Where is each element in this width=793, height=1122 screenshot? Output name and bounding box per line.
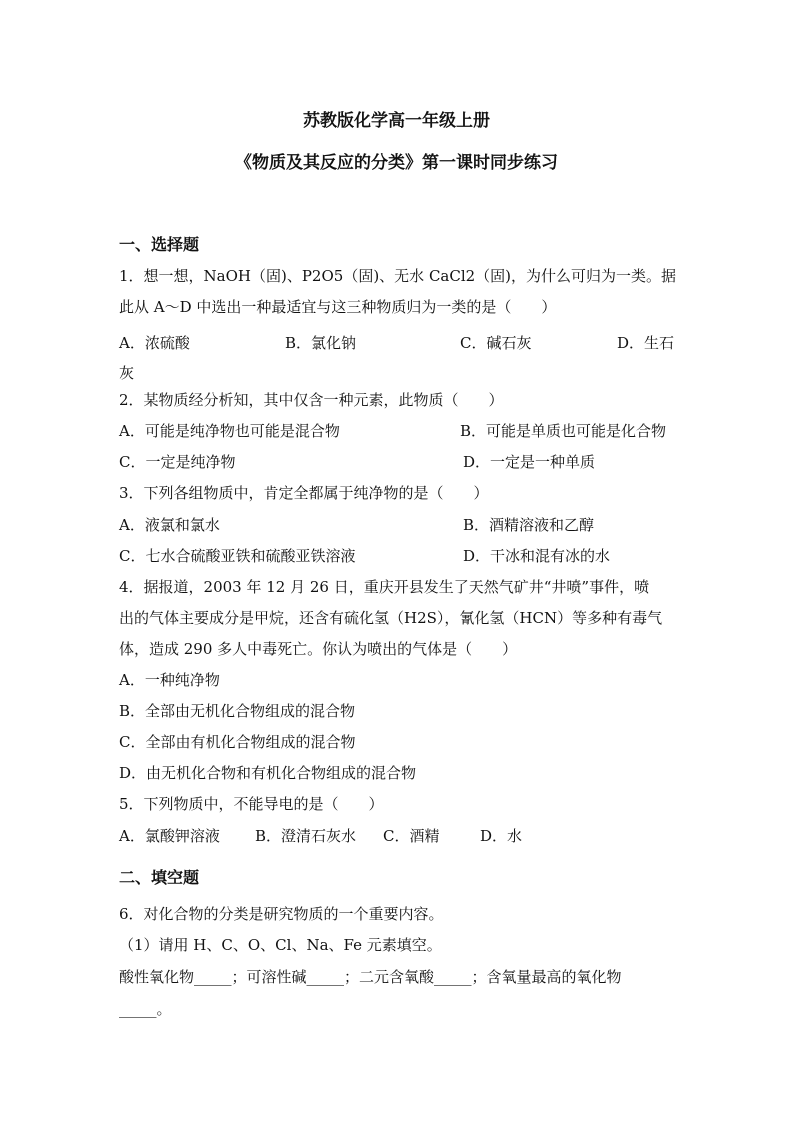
question-1-option-c: C．碱石灰 (460, 334, 532, 352)
question-4-option-a: A．一种纯净物 (119, 671, 220, 689)
question-6-part-1: （1）请用 H、C、O、Cl、Na、Fe 元素填空。 (119, 936, 442, 954)
question-4-option-c: C．全部由有机化合物组成的混合物 (119, 733, 356, 751)
document-title: 苏教版化学高一年级上册 (303, 111, 490, 131)
section-heading-choice: 一、选择题 (119, 235, 200, 254)
document-subtitle: 《物质及其反应的分类》第一课时同步练习 (235, 153, 558, 173)
question-1-option-a: A．浓硫酸 (119, 334, 190, 352)
question-4-stem-line1: 4．据报道，2003 年 12 月 26 日，重庆开县发生了天然气矿井“井喷”事件，喷 (119, 578, 650, 596)
question-2-option-a: A．可能是纯净物也可能是混合物 (119, 422, 340, 440)
question-1-option-d: D．生石 (617, 334, 675, 352)
question-1-option-b: B．氯化钠 (285, 334, 357, 352)
question-5-option-d: D．水 (480, 827, 523, 845)
question-2-option-c: C．一定是纯净物 (119, 453, 236, 471)
section-heading-fill: 二、填空题 (119, 868, 200, 887)
question-4-option-d: D．由无机化合物和有机化合物组成的混合物 (119, 764, 417, 782)
question-6-fill-line: 酸性氧化物_____；可溶性碱_____；二元含氧酸_____；含氧量最高的氧化物 (119, 968, 622, 986)
question-4-stem-line3: 体，造成 290 多人中毒死亡。你认为喷出的气体是（ ） (119, 640, 518, 658)
question-1-stem-line2: 此从 A～D 中选出一种最适宜与这三种物质归为一类的是（ ） (119, 298, 557, 316)
question-6-fill-end: _____。 (119, 1000, 172, 1018)
question-3-option-b: B．酒精溶液和乙醇 (463, 516, 595, 534)
question-5-option-a: A．氯酸钾溶液 (119, 827, 220, 845)
question-3-option-d: D．干冰和混有冰的水 (463, 547, 611, 565)
question-2-stem: 2．某物质经分析知，其中仅含一种元素，此物质（ ） (119, 391, 504, 409)
question-2-option-b: B．可能是单质也可能是化合物 (460, 422, 667, 440)
question-1-option-d-continued: 灰 (119, 364, 135, 382)
question-6-stem: 6．对化合物的分类是研究物质的一个重要内容。 (119, 905, 444, 923)
question-3-option-c: C．七水合硫酸亚铁和硫酸亚铁溶液 (119, 547, 356, 565)
question-1-stem-line1: 1．想一想，NaOH（固)、P2O5（固)、无水 CaCl2（固)，为什么可归为一类。据 (119, 267, 677, 285)
question-2-option-d: D．一定是一种单质 (463, 453, 596, 471)
question-5-option-b: B．澄清石灰水 (255, 827, 357, 845)
question-3-option-a: A．液氯和氯水 (119, 516, 220, 534)
question-4-stem-line2: 出的气体主要成分是甲烷，还含有硫化氢（H2S），氰化氢（HCN）等多种有毒气 (119, 609, 663, 627)
question-5-option-c: C．酒精 (383, 827, 440, 845)
question-5-stem: 5．下列物质中，不能导电的是（ ） (119, 795, 384, 813)
question-4-option-b: B．全部由无机化合物组成的混合物 (119, 702, 356, 720)
question-3-stem: 3．下列各组物质中，肯定全都属于纯净物的是（ ） (119, 484, 489, 502)
